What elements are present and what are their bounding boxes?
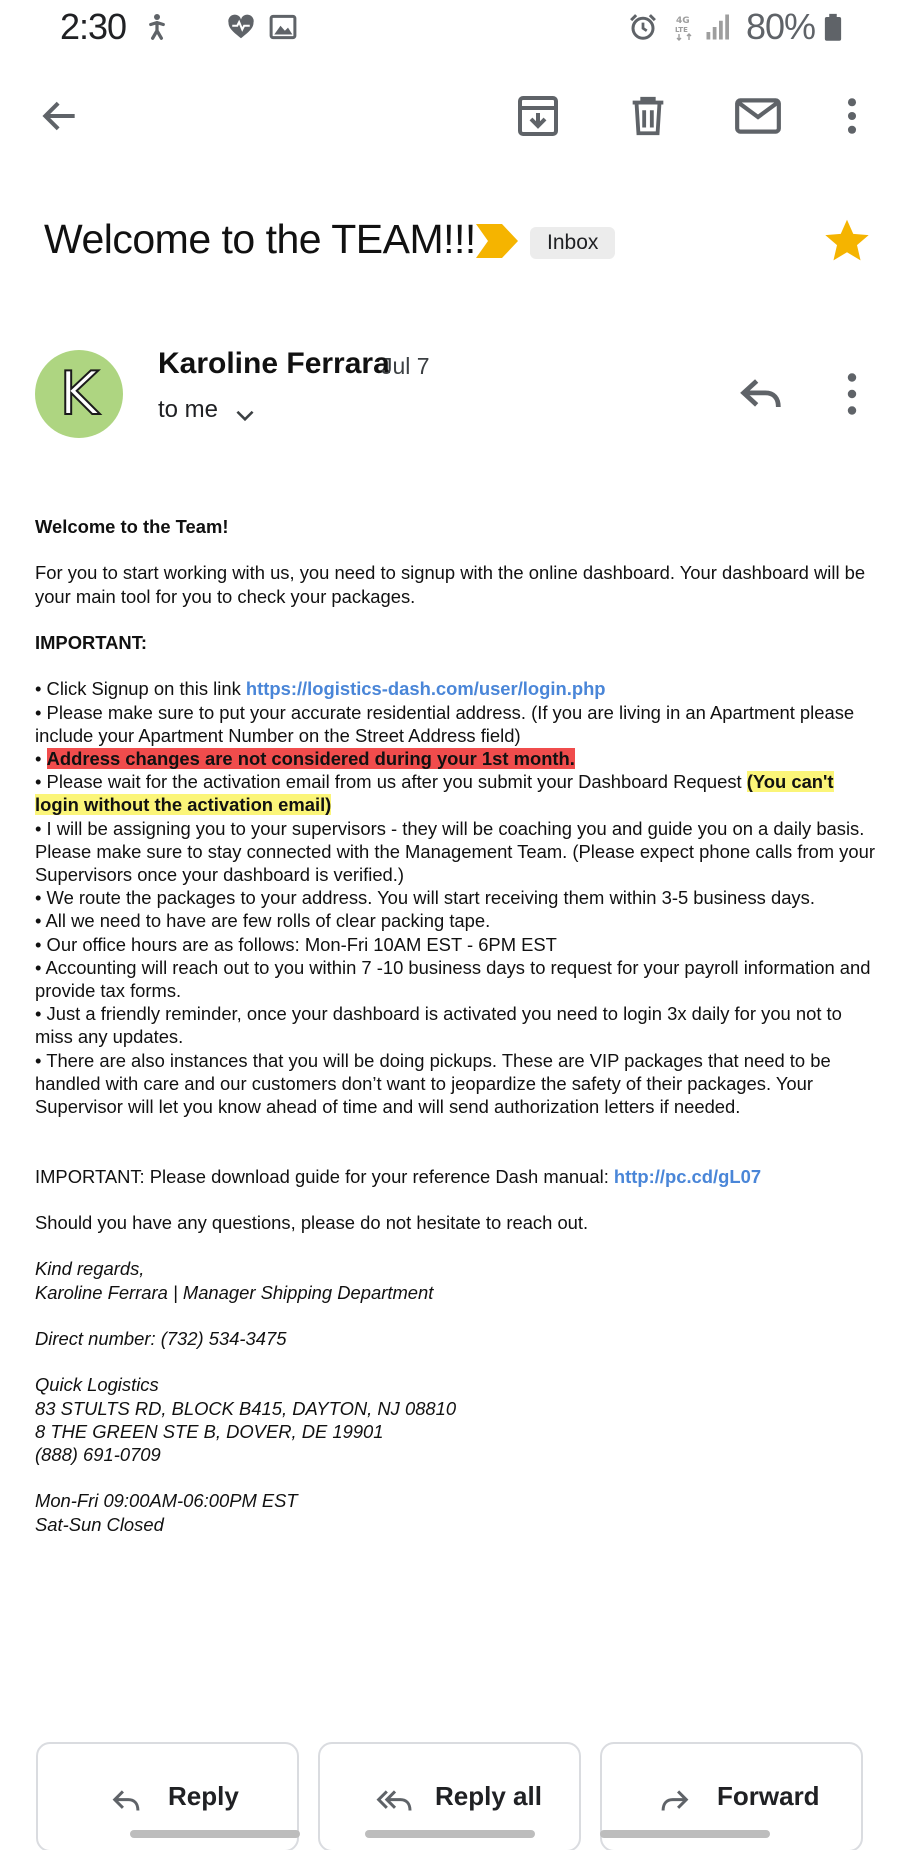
bullet-hours: • Our office hours are as follows: Mon-Fri 10AM EST - 6PM EST bbox=[35, 933, 557, 955]
signature-address-2: 8 THE GREEN STE B, DOVER, DE 19901 bbox=[35, 1420, 384, 1442]
bullet-address: • Please make sure to put your accurate residential address. (If you are living in an Apartment please include your Apartment Number on the Street Address field) bbox=[35, 701, 855, 746]
toolbar bbox=[0, 70, 900, 160]
activation-highlight: (You can't login without the activation email) bbox=[35, 771, 834, 816]
reply-all-button-label: Reply all bbox=[435, 1781, 542, 1811]
mark-unread-button[interactable] bbox=[730, 88, 786, 144]
bullet-signup-text: • Click Signup on this link bbox=[35, 678, 246, 700]
star-icon[interactable] bbox=[822, 216, 872, 266]
email-body bbox=[35, 515, 875, 1536]
delete-button[interactable] bbox=[620, 88, 676, 144]
svg-text:LTE: LTE bbox=[675, 26, 688, 34]
more-vert-icon bbox=[830, 368, 874, 420]
signature-direct-number: Direct number: (732) 534-3475 bbox=[35, 1328, 287, 1349]
questions-paragraph: Should you have any questions, please do not hesitate to reach out. bbox=[35, 1212, 589, 1234]
quick-reply-button[interactable] bbox=[735, 368, 787, 420]
bullet-marker: • bbox=[35, 747, 42, 769]
more-vert-icon bbox=[830, 94, 874, 138]
download-text: IMPORTANT: Please download guide for your reference Dash manual: bbox=[35, 1165, 614, 1187]
signature-hours-weekend: Sat-Sun Closed bbox=[35, 1513, 164, 1535]
arrow-back-icon bbox=[38, 94, 82, 138]
signature-regards: Kind regards, bbox=[35, 1258, 145, 1280]
reply-all-icon bbox=[375, 1786, 415, 1816]
battery-icon bbox=[818, 12, 848, 42]
image-icon bbox=[268, 12, 298, 42]
status-time: 2:30 bbox=[60, 6, 127, 47]
status-bar bbox=[0, 0, 900, 56]
inbox-label-chip[interactable]: Inbox bbox=[530, 227, 615, 259]
archive-button[interactable] bbox=[510, 88, 566, 144]
important-marker-icon[interactable] bbox=[476, 224, 518, 258]
avatar-initial: K bbox=[59, 359, 99, 429]
mail-icon bbox=[733, 91, 783, 141]
health-icon bbox=[226, 12, 256, 42]
bullet-pickups: • There are also instances that you will be doing pickups. These are VIP packages that need to be handled with care and our customers don’t want to jeopardize the safety of their packages. Your Supervisor will let you know ahead of time and will send authorization letters if needed. bbox=[35, 1049, 831, 1118]
intro-paragraph: For you to start working with us, you need to signup with the online dashboard. Your dashboard will be your main tool for you to check your packages. bbox=[35, 562, 866, 607]
signature-address-1: 83 STULTS RD, BLOCK B415, DAYTON, NJ 08810 bbox=[35, 1397, 457, 1419]
bullet-wait-text: • Please wait for the activation email from us after you submit your Dashboard Request bbox=[35, 771, 747, 793]
important-heading: IMPORTANT: bbox=[35, 631, 148, 653]
signature-company: Quick Logistics bbox=[35, 1374, 159, 1396]
message-more-button[interactable] bbox=[830, 368, 874, 420]
bullet-route: • We route the packages to your address. You will start receiving them within 3-5 business days. bbox=[35, 887, 815, 909]
bullet-signup bbox=[35, 677, 875, 700]
battery-percent: 80% bbox=[746, 6, 816, 47]
alarm-icon bbox=[628, 12, 658, 42]
signature-hours-weekday: Mon-Fri 09:00AM-06:00PM EST bbox=[35, 1490, 298, 1512]
bullet-wait bbox=[35, 770, 875, 816]
chevron-down-icon[interactable] bbox=[232, 402, 258, 428]
subject-row bbox=[44, 210, 874, 276]
nav-gesture-pill bbox=[600, 1830, 770, 1838]
subject-title: Welcome to the TEAM!!! bbox=[44, 216, 476, 262]
back-button[interactable] bbox=[32, 88, 88, 144]
download-paragraph bbox=[35, 1165, 875, 1188]
svg-text:4G: 4G bbox=[676, 16, 690, 26]
nav-gesture-pill bbox=[130, 1830, 300, 1838]
nav-gesture-pill bbox=[365, 1830, 535, 1838]
reply-icon bbox=[110, 1786, 144, 1816]
signature-name-title: Karoline Ferrara | Manager Shipping Department bbox=[35, 1281, 434, 1303]
bullet-address-changes bbox=[35, 747, 875, 770]
more-options-button[interactable] bbox=[824, 88, 880, 144]
signature bbox=[35, 1257, 875, 1535]
4g-lte-icon bbox=[670, 12, 700, 42]
reply-icon bbox=[735, 368, 787, 420]
signup-link[interactable]: https://logistics-dash.com/user/login.php bbox=[245, 678, 606, 700]
bullet-reminder: • Just a friendly reminder, once your dashboard is activated you need to login 3x daily for you not to miss any updates. bbox=[35, 1003, 842, 1048]
recipient-label[interactable]: to me bbox=[158, 396, 219, 423]
bullet-accounting: • Accounting will reach out to you within 7 -10 business days to request for your payroll information and provide tax forms. bbox=[35, 956, 871, 1002]
sender-avatar[interactable] bbox=[35, 350, 123, 438]
bullet-tape: • All we need to have are few rolls of clear packing tape. bbox=[35, 910, 491, 932]
signal-icon bbox=[704, 12, 734, 42]
bullet-supervisors: • I will be assigning you to your supervisors - they will be coaching you and guide you on a daily basis. Please make sure to stay connected with the Management Team. (Please expect phone calls from your Supervisors once your dashboard is verified.) bbox=[35, 817, 875, 885]
manual-link[interactable]: http://pc.cd/gL07 bbox=[613, 1165, 762, 1187]
signature-phone: (888) 691-0709 bbox=[35, 1444, 161, 1465]
forward-icon bbox=[657, 1786, 691, 1816]
reply-button-label: Reply bbox=[168, 1781, 239, 1811]
accessibility-icon bbox=[142, 12, 172, 42]
forward-button-label: Forward bbox=[717, 1781, 820, 1811]
archive-icon bbox=[514, 92, 562, 140]
address-changes-highlight: Address changes are not considered during your 1st month. bbox=[46, 747, 575, 769]
sender-name: Karoline Ferrara bbox=[158, 347, 390, 380]
trash-icon bbox=[625, 93, 671, 139]
greeting: Welcome to the Team! bbox=[35, 516, 229, 537]
sender-date: Jul 7 bbox=[381, 353, 430, 379]
